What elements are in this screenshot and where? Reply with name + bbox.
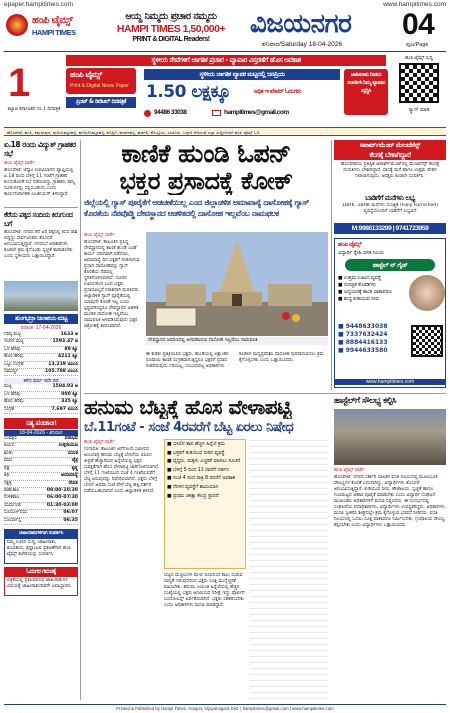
dam-row [4, 354, 78, 361]
panchanga-row-value: ಚೈತ್ರ [71, 458, 78, 464]
panchanga-row-key: ರಾಹುಕಾಲ [4, 487, 20, 493]
second-bullet: ■ ಬೆಳಿಗ್ಗೆ 5 ರಿಂದ 11 ರವರೆಗೆ ದರ್ಶನ [167, 467, 229, 473]
second-bullet: ■ ಭಕ್ತರಿಗೆ ಕುಡಿಯುವ ನೀರಿನ ವ್ಯವಸ್ಥೆ [167, 450, 225, 456]
second-subhead: ಬೆ.11ಗಂಟೆ - ಸಂಜೆ 4ರವರೆಗೆ ಬೆಟ್ಟ ಏರಲು ನಿಷೇಧ [84, 420, 294, 435]
left-column [4, 140, 78, 700]
logo-emblem-icon [6, 14, 28, 36]
banner-line2: ಸ್ಥಳೀಯ ಜಾಗತಿಕ ವ್ಯಾಪಕ ಮಟ್ಟದಲ್ಲಿ ಜನಪ್ರಿಯ [144, 69, 340, 80]
top-url-right[interactable]: www.hampitimes.com [383, 1, 446, 8]
left-story1-byline: ಹಂಪಿ ಟೈಮ್ಸ್ ವಾರ್ತೆ [4, 161, 35, 166]
second-bullet: ■ ನೆರಳಿನ ವ್ಯವಸ್ಥೆಗೆ ಶಾಮಿಯಾನ [167, 484, 219, 490]
second-byline: ಹಂಪಿ ಟೈಮ್ಸ್ ವಾರ್ತೆ [84, 440, 115, 445]
temple-photo-icon [146, 232, 328, 336]
hostel-tag: ವಿದ್ಯಾರ್ಥಿ ಸ್ನೇಹಿ ವಸತಿ ನಿಲಯ [338, 251, 384, 256]
column-rule-left [80, 140, 81, 700]
third-headline: ಹಾಸ್ಟೆಲ್‌ಗೆ ಸೌಲಭ್ಯ ಕಲ್ಪಿಸಿ [334, 396, 397, 406]
right-ad-body: ಹೊಸಪೇಟೆಯ ಪ್ರತಿಷ್ಠಿತ ಅಪಾರ್ಟ್‌ಮೆಂಟ್‌ನಲ್ಲಿ ಮೇಂಟೆನೆನ್ಸ್ ಕೆಲಸಕ್ಕೆ ದಂಪತಿಗಳು ಬೇಕಾಗಿದ್ದಾರೆ. ವಾಸಕ್ಕೆ ಮನೆ ಹಾಗೂ ಉತ್ತಮ ವೇತನ ನೀಡಲಾಗುವುದು. ಆಸಕ್ತರು ಕೂಡಲೇ ಸಂಪರ್ಕಿಸಿ. [340, 162, 440, 179]
hostel-points [338, 275, 408, 303]
second-bullet: ■ ಬಿಸಿಲಿನ ತಾಪ ಹೆಚ್ಚಳ ಹಿನ್ನೆಲೆ ಕ್ರಮ [167, 442, 225, 447]
panchanga-row [4, 503, 78, 510]
right-ad[interactable] [334, 140, 446, 390]
hostel-phones [338, 323, 408, 355]
panchanga-row-value: ರೇವತಿ [68, 480, 78, 486]
dam-row-key: ಒಟ್ಟು ಸಂಗ್ರಹ [4, 361, 24, 367]
dam-row-last-year-value: 325 ಕ್ಯೂ [61, 399, 78, 405]
hostel-point: ■ ಸುಸಜ್ಜಿತ ಕೊಠಡಿಗಳು [338, 283, 376, 288]
mail-icon [212, 110, 221, 116]
dam-row-value: 1633 ಅ [60, 332, 78, 337]
panchanga-row-value: 06:35 [63, 517, 78, 523]
dam-row-last-year-value: 1584.93 ಅ [52, 384, 78, 390]
panchanga-row-key: ಸಂವತ್ಸರ [4, 436, 17, 442]
dam-table-last-year [4, 384, 78, 414]
dam-row-key: ಒಳ ಹರಿವು [4, 346, 21, 352]
right-ad-phones[interactable]: M:9986133299 | 9741723959 [334, 223, 446, 234]
badge-number: 1 [8, 61, 30, 105]
hostel-phone: ■ 7337632424 [338, 331, 388, 338]
panchanga-row-value: ಕೃಷ್ಣ [71, 465, 78, 471]
panchanga-row-value: 09:00-10:30 [46, 487, 78, 493]
hostel-phone: ■ 9448633038 [338, 323, 388, 330]
dam-row-last-year-key: ಮಟ್ಟ [4, 384, 12, 390]
panchanga-row [4, 451, 78, 458]
ad-box2-head: ಓದುಗರ ಗಮನಕ್ಕೆ [4, 567, 78, 576]
dam-row-key: ಸಾಮರ್ಥ್ಯ [4, 369, 19, 375]
banner-reach-suffix: ಅಧಿಕ ಇ-ಪೇಪರ್ ಓದುಗರು [254, 88, 302, 95]
banner-email[interactable]: hampitimes@gmail.com [224, 109, 289, 116]
column-rule-right [331, 140, 332, 390]
logo-sub: HAMPI TIMES [32, 28, 76, 37]
readers-count: HAMPI TIMES 1,50,000+ [116, 23, 226, 35]
panchanga-row-value: ಅಮಾವಾಸ್ಯೆ [61, 473, 78, 479]
panchanga-row-key: ಗುಳಿಕಕಾಲ [4, 495, 20, 501]
hostel-point: ■ ಅಧ್ಯಯನಕ್ಕೆ ಶಾಂತ ವಾತಾವರಣ [338, 290, 392, 295]
qr-title: ಹಂಪಿ ಟೈಮ್ಸ್ ಸುದ್ದಿ [405, 56, 433, 61]
left-story1-head: ಏ.18 ರಂದು ವಿದ್ಯುತ್ ಗ್ರಾಹಕರ ಸಭೆ [4, 140, 76, 158]
news-ticker: ಹೊಸಪೇಟೆ, ಹಂಪಿ, ಕಮಲಾಪುರ, ಮರಿಯಮ್ಮನಹಳ್ಳಿ, ಹಗರಿಬೊಮ್ಮನಹಳ್ಳಿ, ಕೂಡ್ಲಿಗಿ, ಹರಪನಹಳ್ಳಿ, ಹಡಗಲಿ, ಕೊಟ್ಟೂರು, ಸಂಡೂರು, ಬಳ್ಳಾರಿ ಸೇರಿದಂತೆ ಎಲ್ಲಾ ಸುದ್ದಿಗಳಿಗಾಗಿ ಹಂಪಿ ಟೈಮ್ಸ್ ಓದಿ [4, 127, 446, 136]
third-body: ಹೊಸಪೇಟೆ: ನಗರದ ಸರ್ಕಾರಿ ಬಾಲಕರ ವಸತಿ ನಿಲಯದಲ್ಲಿ ಮೂಲಭೂತ ಸೌಲಭ್ಯಗಳ ಕೊರತೆ ಎದುರಾಗಿದ್ದು, ವಿದ್ಯಾರ್ಥಿಗಳು ತೊಂದರೆ ಅನುಭವಿಸುತ್ತಿದ್ದಾರೆ. ಕುಡಿಯುವ ನೀರು, ಶೌಚಾಲಯ, ಸ್ವಚ್ಛತೆ ಹಾಗೂ ಗುಣಮಟ್ಟದ ಆಹಾರ ಪೂರೈಕೆ ಮಾಡಬೇಕು ಎಂದು ವಿದ್ಯಾರ್ಥಿ ಸಂಘಟನೆ ಮುಖಂಡರು ಅಧಿಕಾರಿಗಳಿಗೆ ಮನವಿ ಸಲ್ಲಿಸಿದರು. ಈ ಸಂದರ್ಭದಲ್ಲಿ ಸಂಘಟನೆಯ ಪದಾಧಿಕಾರಿಗಳು, ವಿದ್ಯಾರ್ಥಿಗಳು ಉಪಸ್ಥಿತರಿದ್ದರು. ಅಧಿಕಾರಿಗಳು ಮನವಿ ಸ್ವೀಕರಿಸಿ ಶೀಘ್ರದಲ್ಲೇ ಕ್ರಮ ಕೈಗೊಳ್ಳುವ ಭರವಸೆ ನೀಡಿದರು. ವಸತಿ ನಿಲಯದಲ್ಲಿ ಓದಲು ಸೂಕ್ತ ವಾತಾವರಣ ನಿರ್ಮಿಸಬೇಕು, ಗ್ರಂಥಾಲಯ ಸೌಲಭ್ಯ ಕಲ್ಪಿಸಬೇಕು ಎಂದು ವಿದ್ಯಾರ್ಥಿಗಳು ಒತ್ತಾಯಿಸಿದರು. [334, 475, 446, 528]
main-byline: ಹಂಪಿ ಟೈಮ್ಸ್ ವಾರ್ತೆ [84, 233, 115, 238]
dam-row-last-year-key: ಸಂಗ್ರಹ [4, 406, 15, 412]
main-subhead: ಜಿಲ್ಲೆಯಲ್ಲಿ ಗ್ಯಾಸ್ ಪೂರೈಕೆಗೆ ಅಡಚಣೆಯಿಲ್ಲ ಎಂದ ಜಿಲ್ಲಾಡಳಿತ ಅಮಾವಾಸ್ಯೆ ದಾಸೋಹಕ್ಕೆ ಗ್ಯಾಸ್ ಕೊರತೆಯ ನೆಪವೊಡ್ಡಿ ದೇವಸ್ಥಾನದ ಆಡಳಿತದಲ್ಲಿ ದಾಸೋಹ ಇಲ್ಲವೆಂಬ ನಾಮಫಲಕ [84, 197, 309, 218]
banner-print-digital: ಪ್ರಿಂಟ್ & ಡಿಜಿಟಲ್ ದಿನಪತ್ರಿಕೆ [66, 97, 136, 108]
date-line: ಶನಿವಾರ/Saturday 18-04-2026 [262, 41, 342, 48]
dam-row-last-year-key: ಹೊರ ಹರಿವು [4, 399, 24, 405]
masthead-logo [6, 12, 94, 48]
dam-row [4, 362, 78, 369]
right-ad-head2: ಕೆಲಸಕ್ಕೆ ಬೇಕಾಗಿದ್ದಾರೆ [334, 150, 446, 160]
dam-head: ತುಂಗಭದ್ರಾ ಜಲಾಶಯ ಮಟ್ಟ [4, 314, 78, 324]
panchanga-row [4, 510, 78, 517]
dam-row-last-year-key: ಒಳ ಹರಿವು [4, 391, 21, 397]
hostel-web[interactable]: www.hampitimes.com [335, 379, 445, 385]
dam-row-key: ಹೊರ ಹರಿವು [4, 354, 24, 360]
dam-row-last-year [4, 399, 78, 406]
panchanga-row [4, 481, 78, 488]
main-col-a [84, 232, 142, 392]
panchanga-row-value: ಪರಾಭವ [64, 436, 78, 442]
dam-row [4, 339, 78, 346]
dam-row-last-year-value: 000 ಕ್ಯೂ [61, 391, 78, 397]
page-label: ಪುಟ/Page [406, 42, 429, 48]
hostel-name: ಹಾಸ್ಟೆಲ್ ನ್ ಗೈಡ್ [345, 259, 435, 271]
panchanga-row [4, 518, 78, 525]
panchanga-date: 18-04-2026 - ಶನಿವಾರ [4, 430, 78, 436]
second-body-c [250, 439, 328, 703]
second-body-a: ಗಂಗಾವತಿ: ತಾಲೂಕಿನ ಆನೆಗೊಂದಿ ಸಮೀಪದ ಅಂಜನಾದ್ರಿ ಹನುಮ ಬೆಟ್ಟಕ್ಕೆ ಬೇಸಿಗೆಯ ಬಿಸಿಲಿನ ತೀವ್ರತೆ ಹೆಚ್ಚಾಗಿರುವ ಹಿನ್ನೆಲೆಯಲ್ಲಿ ಭಕ್ತರ ಸುರಕ್ಷತೆಗಾಗಿ ಹೊಸ ವೇಳಾಪಟ್ಟಿ ಜಾರಿಗೊಳಿಸಲಾಗಿದೆ. ಬೆಳಿಗ್ಗೆ 11 ಗಂಟೆಯಿಂದ ಸಂಜೆ 4 ಗಂಟೆಯವರೆಗೆ ಬೆಟ್ಟ ಏರುವುದನ್ನು ನಿಷೇಧಿಸಲಾಗಿದೆ. ಭಕ್ತರು ಬೆಳಿಗ್ಗೆ ಬೇಗನೆ ಅಥವಾ ಸಂಜೆ ವೇಳೆ ಬೆಟ್ಟ ಹತ್ತಿ ದರ್ಶನ ಪಡೆಯಬಹುದಾಗಿದೆ ಎಂದು ಜಿಲ್ಲಾಡಳಿತ ತಿಳಿಸಿದೆ. [84, 447, 160, 494]
hostel-photo [409, 275, 445, 311]
second-col-a [84, 439, 160, 705]
panchanga-row [4, 495, 78, 502]
third-byline: ಹಂಪಿ ಟೈಮ್ಸ್ ವಾರ್ತೆ [334, 468, 365, 473]
hostel-ad[interactable] [334, 238, 446, 388]
dam-last-year: ಕಳೆದ ವರ್ಷ ಇದೇ ದಿನ [4, 378, 78, 384]
panchanga-row-value: 01:30-03:00 [46, 502, 78, 508]
main-photo-caption: ದೇವಸ್ಥಾನದ ಆವರಣದಲ್ಲಿ ಅಳವಡಿಸಿರುವ ದಾಸೋಹ ಇಲ್ಲವೆಂಬ ನಾಮಫಲಕ [146, 337, 328, 345]
second-bullets [164, 439, 246, 569]
panchanga-head: ನಿತ್ಯ ಪಂಚಾಂಗ [4, 418, 78, 429]
banner-logo-title: ಹಂಪಿ ಟೈಮ್ಸ್ [70, 70, 102, 79]
right-ad-head1: ಅಪಾರ್ಟ್‌ಮೆಂಟ್ ಮೇಂಟೆನೆನ್ಸ್ [334, 140, 446, 150]
dam-row-key: ಗರಿಷ್ಠ ಮಟ್ಟ [4, 332, 22, 337]
hr-second [84, 393, 446, 394]
dam-row-last-year-value: 7.697 ಟಿಎಂಸಿ [51, 406, 78, 412]
dam-row-key: ಇಂದಿನ ಮಟ್ಟ [4, 339, 24, 345]
panchanga-row-key: ಪಕ್ಷ [4, 465, 10, 471]
panchanga-row-key: ಮಾಸ [4, 458, 13, 464]
right-ad-subhead: ಬಾಡಿಗೆಗೆ ಮನೆಗಳು ಲಭ್ಯ [365, 194, 415, 202]
badge-text: ಕಲ್ಯಾಣ ಕರ್ನಾಟಕದ ನಂ.1 ದಿನಪತ್ರಿಕೆ [7, 107, 61, 112]
qr-code-icon [399, 63, 439, 103]
hostel-logo: ಹಂಪಿ ಟೈಮ್ಸ್ [338, 241, 362, 248]
second-bullet: ■ ಪ್ರಥಮ ಚಿಕಿತ್ಸಾ ಕೇಂದ್ರ ಸ್ಥಾಪನೆ [167, 493, 219, 499]
panchanga-row-value: 06:07 [63, 510, 78, 516]
print-digital: PRINT & DIGITAL Readers! [132, 36, 210, 43]
banner-line1: ಸ್ಥಳೀಯ ಸೇವೆಗಳಿಗೆ ಜಾಗತಿಕ ಪ್ರಚಾರ - ವ್ಯಾಪಾರ ವಿಸ್ತರಣೆಗೆ ಹೊಸ ಅವಕಾಶ [66, 55, 386, 66]
hostel-phone: ■ 9944633580 [338, 347, 388, 354]
right-ad-subbody: 1BHK, 2BHK ಮನೆಗಳು ಸುಸಜ್ಜಿತ (Fully Furnished) ವ್ಯವಸ್ಥೆಯೊಂದಿಗೆ ಬಾಡಿಗೆಗೆ ಲಭ್ಯವಿದೆ [341, 203, 439, 214]
third-story [334, 395, 446, 705]
dam-row-value: 4211 ಕ್ಯೂ [57, 354, 78, 360]
second-body-b: ಬೆಟ್ಟದ ಮೆಟ್ಟಿಲುಗಳ ಮೇಲೆ ಬಿಸಿಲಿನಿಂದ ಕಾಲು ಸುಡುವ ಸಾಧ್ಯತೆ ಇರುವುದರಿಂದ ಭಕ್ತರು ಸೂಕ್ತ ಮುನ್ನೆಚ್ಚರಿಕೆ ವಹಿಸಬೇಕು. ಹನುಮ ಜಯಂತಿ ಹಿನ್ನೆಲೆಯಲ್ಲಿ ಹೆಚ್ಚಿನ ಸಂಖ್ಯೆಯಲ್ಲಿ ಭಕ್ತರು ಆಗಮಿಸುವ ನಿರೀಕ್ಷೆ ಇದ್ದು ಪೊಲೀಸ್ ಬಂದೋಬಸ್ತ್ ಏರ್ಪಡಿಸಲಾಗಿದೆ. ಭಕ್ತರು ಸಹಕರಿಸಬೇಕು ಎಂದು ಅಧಿಕಾರಿಗಳು ಮನವಿ ಮಾಡಿದ್ದಾರೆ. [164, 573, 245, 608]
footer-registration: Printed & Published by Hampi Times, Hospet, Vijayanagara Dist. | hampitimes@gmail.com | www.hampitimes.com [4, 704, 446, 713]
banner-qr[interactable] [392, 55, 446, 123]
second-bullet: ■ ಸಂಜೆ 4 ರಿಂದ ರಾತ್ರಿ 8 ರವರೆಗೆ ಅವಕಾಶ [167, 476, 235, 482]
ad-box1-head: ಜಾಹೀರಾತುಗಳಿಗಾಗಿ ಸಂಪರ್ಕಿಸಿ [4, 529, 78, 538]
main-photo [146, 232, 328, 336]
main-headline-1: ಕಾಣಿಕೆ ಹುಂಡಿ ಓಪನ್ [121, 140, 291, 168]
left-photo [4, 281, 78, 311]
dam-row-value: 105.788 ಟಿಎಂಸಿ [45, 369, 78, 375]
left-story1-body: ಹೊಸಪೇಟೆ: ಜೆಸ್ಕಾಂ ಉಪವಿಭಾಗದ ವ್ಯಾಪ್ತಿಯಲ್ಲಿ ಏ.18 ರಂದು ಬೆಳಿಗ್ಗೆ 11 ಗಂಟೆಗೆ ಗ್ರಾಹಕರ ಕುಂದುಕೊರತೆ ಸಭೆ ನಡೆಯಲಿದ್ದು ಗ್ರಾಹಕರು ತಮ್ಮ ದೂರುಗಳನ್ನು ಸಲ್ಲಿಸಬಹುದು ಎಂದು ಕಾರ್ಯನಿರ್ವಾಹಕ ಎಂಜಿನಿಯರ್ ತಿಳಿಸಿದ್ದಾರೆ. [4, 168, 75, 197]
second-headline: ಹನುಮ ಬೆಟ್ಟಕ್ಕೆ ಹೊಸ ವೇಳಾಪಟ್ಟಿ [84, 395, 292, 419]
ad-box1-body: ನಿಮ್ಮ ಊರಿನ ಸುದ್ದಿ, ಜಾಹೀರಾತು, ಶುಭಾಶಯ, ಶ್ರದ್ಧಾಂಜಲಿ ಪ್ರಕಟಣೆಗಾಗಿ ಹಂಪಿ ಟೈಮ್ಸ್ ಕಚೇರಿಯನ್ನು ಸಂಪರ್ಕಿಸಿ [4, 538, 78, 564]
banner-reach: 1.50 ಲಕ್ಷಕ್ಕೂ [146, 82, 231, 102]
ad-box2-body: ಪತ್ರಿಕೆಯಲ್ಲಿ ಪ್ರಕಟವಾಗುವ ಜಾಹೀರಾತುಗಳ ವಿಷಯಕ್ಕೆ ಜಾಹೀರಾತುದಾರರೇ ಜವಾಬ್ದಾರರು [4, 576, 78, 596]
panchanga-table [4, 436, 78, 525]
phone-icon [144, 110, 151, 117]
slogan-top: ಆಯ್ದ ನಿಮ್ಮದು ಪ್ರಚಾರ ನಮ್ಮದು [125, 11, 217, 22]
panchanga-row-key: ಅಯನ [4, 443, 15, 449]
second-bullet: ■ ವೃದ್ಧರು, ಮಕ್ಕಳು ಎಚ್ಚರಿಕೆ ವಹಿಸಲು ಸೂಚನೆ [167, 459, 241, 465]
panchanga-row-value: ವಸಂತ [68, 450, 78, 456]
page-number: 04 [402, 8, 435, 41]
dam-row-value: 1593.47 ಅ [52, 339, 78, 345]
dam-row-value: 89 ಕ್ಯೂ [64, 346, 78, 352]
hostel-point: ■ ಉತ್ತಮ ಊಟದ ವ್ಯವಸ್ಥೆ [338, 276, 381, 281]
banner-logo-sub: Print & Digital News Paper [70, 83, 129, 89]
banner-side-text: ಜಾಹೀರಾತು ನೀಡಲು ಸಂಪರ್ಕಿಸಿ ನಿಮ್ಮ ವ್ಯಾಪಾರ ವೃದ್ಧಿಸಿ [344, 69, 388, 115]
banner-phone[interactable]: 94486 33038 [154, 109, 187, 116]
panchanga-row-value: ಉತ್ತರಾಯಣ [58, 443, 78, 449]
dam-row-value: 13.219 ಟಿಎಂಸಿ [48, 361, 78, 367]
hostel-phone: ■ 8884416133 [338, 339, 388, 346]
panchanga-row-key: ನಕ್ಷತ್ರ [4, 480, 12, 486]
panchanga-row-key: ಸೂರ್ಯೋದಯ [4, 510, 28, 516]
dam-date: ದಿನಾಂಕ: 17-04-2026 [20, 325, 62, 331]
third-photo [334, 409, 446, 465]
dam-row [4, 369, 78, 376]
dam-table [4, 332, 78, 376]
masthead [4, 10, 446, 52]
panchanga-row [4, 473, 78, 480]
banner-left [4, 55, 64, 125]
banner-ad[interactable] [4, 55, 446, 125]
edition-name: ವಿಜಯನಗರ [250, 9, 352, 39]
panchanga-row-key: ತಿಥಿ [4, 473, 10, 479]
panchanga-row [4, 458, 78, 465]
panchanga-row [4, 443, 78, 450]
panchanga-row [4, 466, 78, 473]
dam-row-last-year [4, 384, 78, 391]
banner-logo [66, 68, 136, 94]
main-story [84, 140, 328, 392]
main-body-b: ಈ ಕುರಿತು ಪ್ರತಿಕ್ರಿಯಿಸಿದ ಭಕ್ತರು, ಹುಂಡಿಯಲ್ಲಿ ಲಕ್ಷಾಂತರ ರೂಪಾಯಿ ಕಾಣಿಕೆ ಸಂಗ್ರಹವಾಗುತ್ತಿದ್ದರೂ ಭಕ್ತರಿಗೆ ಪ್ರಸಾದ ನೀಡದಿರುವುದು ಸರಿಯಲ್ಲ. ಸಂಬಂಧಪಟ್ಟ ಅಧಿಕಾರಿಗಳು ಕೂಡಲೇ ಮಧ್ಯಪ್ರವೇಶಿಸಿ ದಾಸೋಹ ಪುನರಾರಂಭಿಸಲು ಕ್ರಮ ಕೈಗೊಳ್ಳಬೇಕು ಎಂದು ಒತ್ತಾಯಿಸಿದರು. [146, 352, 324, 369]
main-body-a: ಹೊಸಪೇಟೆ: ತಾಲೂಕಿನ ಪ್ರಸಿದ್ಧ ದೇವಸ್ಥಾನದಲ್ಲಿ ಕಾಣಿಕೆ ಹುಂಡಿ ಎಣಿಕೆ ಕಾರ್ಯ ಸರಾಗವಾಗಿ ನಡೆದರೂ, ಅಮಾವಾಸ್ಯೆ ದಿನ ಭಕ್ತರಿಗೆ ನೀಡಲಾಗುವ ಪ್ರಸಾದ ದಾಸೋಹವನ್ನು ಗ್ಯಾಸ್ ಕೊರತೆಯ ನೆಪದಲ್ಲಿ ಸ್ಥಗಿತಗೊಳಿಸಲಾಗಿದೆ. ದೂರದ ಊರುಗಳಿಂದ ಬಂದ ಭಕ್ತರು ಪ್ರಸಾದವಿಲ್ಲದೆ ನಿರಾಶರಾಗಿ ಮರಳಿದರು. ಜಿಲ್ಲಾಡಳಿತ ಗ್ಯಾಸ್ ಪೂರೈಕೆಯಲ್ಲಿ ಯಾವುದೇ ಕೊರತೆ ಇಲ್ಲ ಎಂದು ಸ್ಪಷ್ಟಪಡಿಸಿದ್ದರೂ ದೇವಸ್ಥಾನದ ಆಡಳಿತ ಮಂಡಳಿ ದಾಸೋಹ ಇಲ್ಲವೆಂಬ ನಾಮಫಲಕ ಅಳವಡಿಸಿರುವುದು ಭಕ್ತರ ಆಕ್ರೋಶಕ್ಕೆ ಕಾರಣವಾಗಿದೆ. [84, 240, 141, 329]
left-story2-body: ಹೊಸಪೇಟೆ: ನಗರದ ಕೆರೆ ಏರಿ ಪಕ್ಕದಲ್ಲಿ ಕಸದ ರಾಶಿ ಬಿದ್ದಿದ್ದು ಸಾರ್ವಜನಿಕರು ತೊಂದರೆ ಅನುಭವಿಸುತ್ತಿದ್ದಾರೆ. ನಗರಸಭೆ ಅಧಿಕಾರಿಗಳು ಕೂಡಲೇ ಕ್ರಮ ಕೈಗೊಂಡು ಸ್ವಚ್ಛತೆ ಕಾಪಾಡಬೇಕು ಎಂದು ಸ್ಥಳೀಯರು ಒತ್ತಾಯಿಸಿದ್ದಾರೆ. [4, 230, 78, 259]
hostel-qr-icon[interactable] [411, 325, 443, 357]
panchanga-row-key: ಋತು [4, 450, 13, 456]
panchanga-row-key: ಸೂರ್ಯಾಸ್ತ [4, 517, 22, 523]
panchanga-row-key: ಯಮಗಂಡ [4, 502, 21, 508]
dam-row-last-year [4, 407, 78, 414]
panchanga-row-value: 06:00-07:30 [46, 495, 78, 501]
logo-title: ಹಂಪಿ ಟೈಮ್ಸ್ [32, 15, 73, 26]
left-story2-head: ಕೆರೆಯ ಪಕ್ಕದ ಸಂದಿಯ ಕಿರುಗುಂದ ಬಗೆ [4, 211, 73, 228]
main-headline-2: ಭಕ್ತರ ಪ್ರಸಾದಕ್ಕೆ ಕೋಕ್ [119, 168, 293, 195]
hostel-point: ■ ಶುದ್ಧ ಕುಡಿಯುವ ನೀರು [338, 297, 380, 302]
masthead-slogan [96, 10, 246, 50]
top-url-left[interactable]: epaper.hampitimes.com [4, 1, 74, 8]
second-story [84, 395, 328, 705]
qr-caption: ಸ್ಕ್ಯಾನ್ ಮಾಡಿ [408, 108, 430, 113]
